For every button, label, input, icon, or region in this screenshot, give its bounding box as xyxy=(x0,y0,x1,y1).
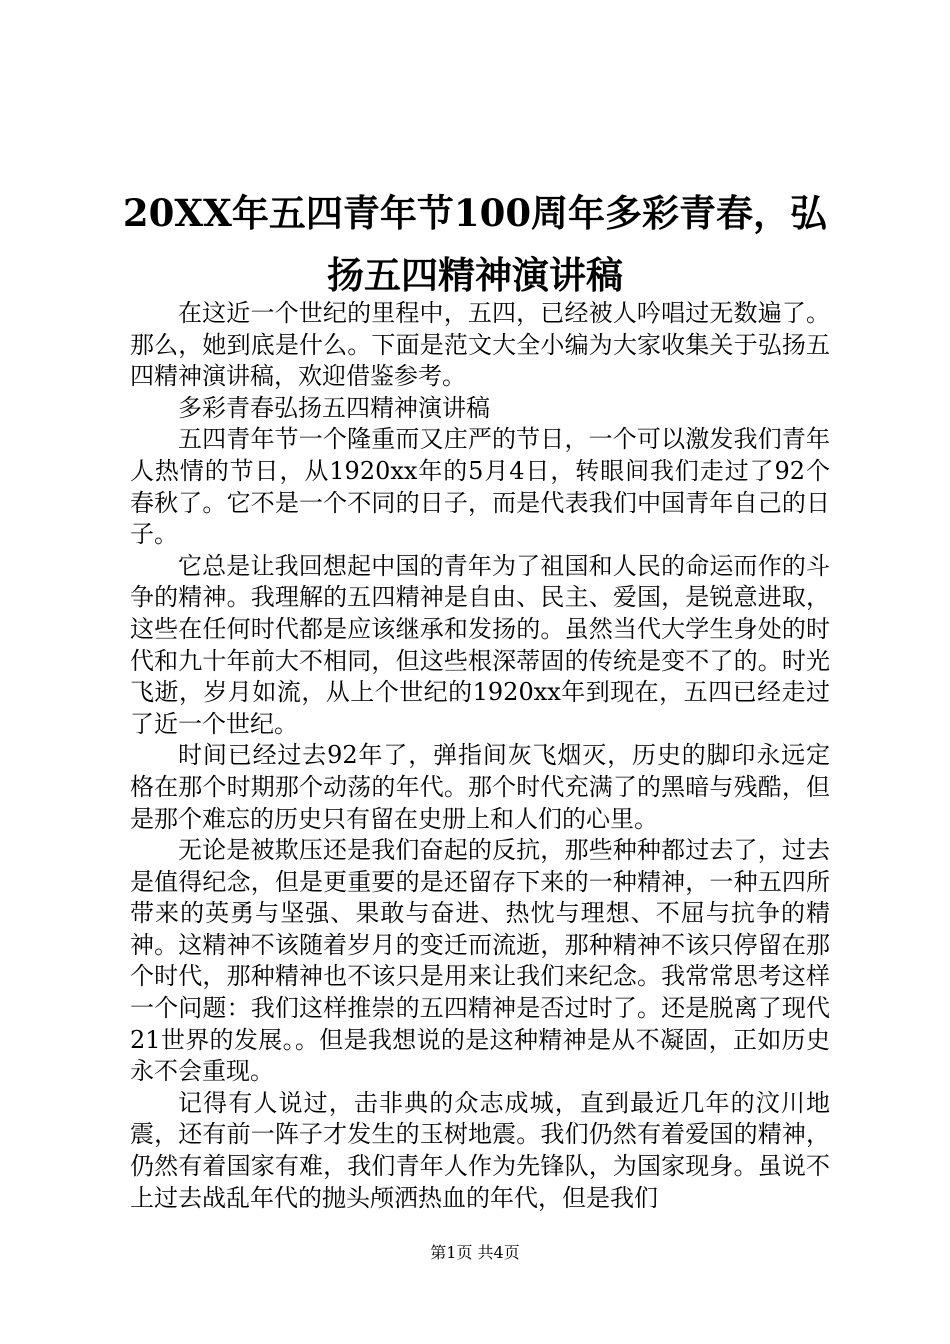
paragraph: 无论是被欺压还是我们奋起的反抗，那些种种都过去了，过去是值得纪念，但是更重要的是还留存下来的一种精神，一种五四所带来的英勇与坚强、果敢与奋进、热忱与理想、不屈与抗争的精神。这精神不该随着岁月的变迁而流逝，那种精神不该只停留在那个时代，那种精神也不该只是用来让我们来纪念。我常常思考这样一个问题：我们这样推崇的五四精神是否过时了。还是脱离了现代21世界的发展。。但是我想说的是这种精神是从不凝固，正如历史永不会重现。 xyxy=(130,836,830,1086)
paragraph-intro: 在这近一个世纪的里程中，五四，已经被人吟唱过无数遍了。那么，她到底是什么。下面是范文大全小编为大家收集关于弘扬五四精神演讲稿，欢迎借鉴参考。 xyxy=(130,299,830,391)
paragraph: 五四青年节一个隆重而又庄严的节日，一个可以激发我们青年人热情的节日，从1920xx年的5月4日，转眼间我们走过了92个春秋了。它不是一个不同的日子，而是代表我们中国青年自己的日子。 xyxy=(130,425,830,549)
page-number: 第1页 共4页 xyxy=(430,1243,520,1262)
paragraph: 时间已经过去92年了，弹指间灰飞烟灭，历史的脚印永远定格在那个时期那个动荡的年代。那个时代充满了的黑暗与残酷，但是那个难忘的历史只有留在史册上和人们的心里。 xyxy=(130,741,830,833)
paragraph: 它总是让我回想起中国的青年为了祖国和人民的命运而作的斗争的精神。我理解的五四精神是自由、民主、爱国，是锐意进取，这些在任何时代都是应该继承和发扬的。虽然当代大学生身处的时代和九十年前大不相同，但这些根深蒂固的传统是变不了的。时光飞逝，岁月如流，从上个世纪的1920xx年到现在，五四已经走过了近一个世纪。 xyxy=(130,551,830,738)
page-footer xyxy=(0,1243,950,1263)
paragraph: 记得有人说过，击非典的众志成城，直到最近几年的汶川地震，还有前一阵子才发生的玉树地震。我们仍然有着爱国的精神，仍然有着国家有难，我们青年人作为先锋队，为国家现身。虽说不上过去战乱年代的抛头颅洒热血的年代，但是我们 xyxy=(130,1088,830,1212)
document-title: 20XX年五四青年节100周年多彩青春，弘扬五四精神演讲稿 xyxy=(122,191,828,297)
document-body xyxy=(130,298,830,1214)
paragraph-subtitle: 多彩青春弘扬五四精神演讲稿 xyxy=(178,393,490,422)
